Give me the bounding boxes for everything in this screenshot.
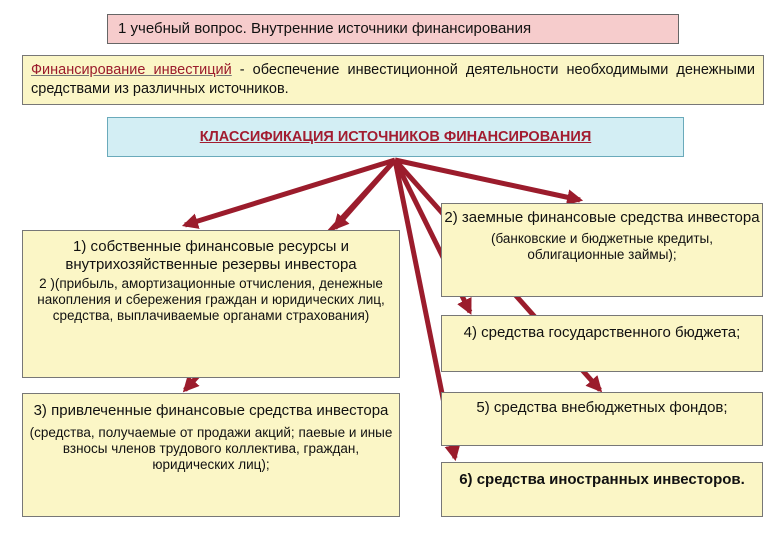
source-4-heading: 4) средства государственного бюджета; [463, 324, 741, 341]
source-1-heading: 1) собственные финансовые ресурсы и внутрихозяйственные резервы инвестора [65, 238, 357, 273]
classification-header: КЛАССИФИКАЦИЯ ИСТОЧНИКОВ ФИНАНСИРОВАНИЯ [107, 117, 684, 157]
question-title: 1 учебный вопрос. Внутренние источники финансирования [107, 14, 679, 44]
source-3-detail: (средства, получаемые от продажи акций; паевые и иные взносы членов трудового коллектива, граждан, юридических лиц); [29, 425, 393, 472]
source-box-3 [22, 393, 400, 517]
source-box-2 [441, 203, 763, 297]
definition-term: Финансирование инвестиций [31, 62, 232, 78]
source-box-4 [441, 315, 763, 372]
definition-box [22, 55, 764, 105]
source-3-heading: 3) привлеченные финансовые средства инвестора [33, 402, 389, 419]
source-2-heading: 2) заемные финансовые средства инвестора [444, 209, 760, 226]
source-box-5 [441, 392, 763, 446]
source-6-heading: 6) средства иностранных инвесторов. [459, 471, 745, 488]
source-box-1 [22, 230, 400, 378]
source-box-6 [441, 462, 763, 517]
source-2-detail: (банковские и бюджетные кредиты, облигационные займы); [490, 231, 714, 262]
source-5-heading: 5) средства внебюджетных фондов; [476, 399, 728, 416]
source-1-detail: 2 )(прибыль, амортизационные отчисления, денежные накопления и сбережения граждан и юридических лиц, средства, выплачиваемые органами страхования) [37, 276, 385, 323]
definition-text: - обеспечение инвестиционной деятельности необходимыми денежными средствами из различных источников. [31, 62, 755, 97]
